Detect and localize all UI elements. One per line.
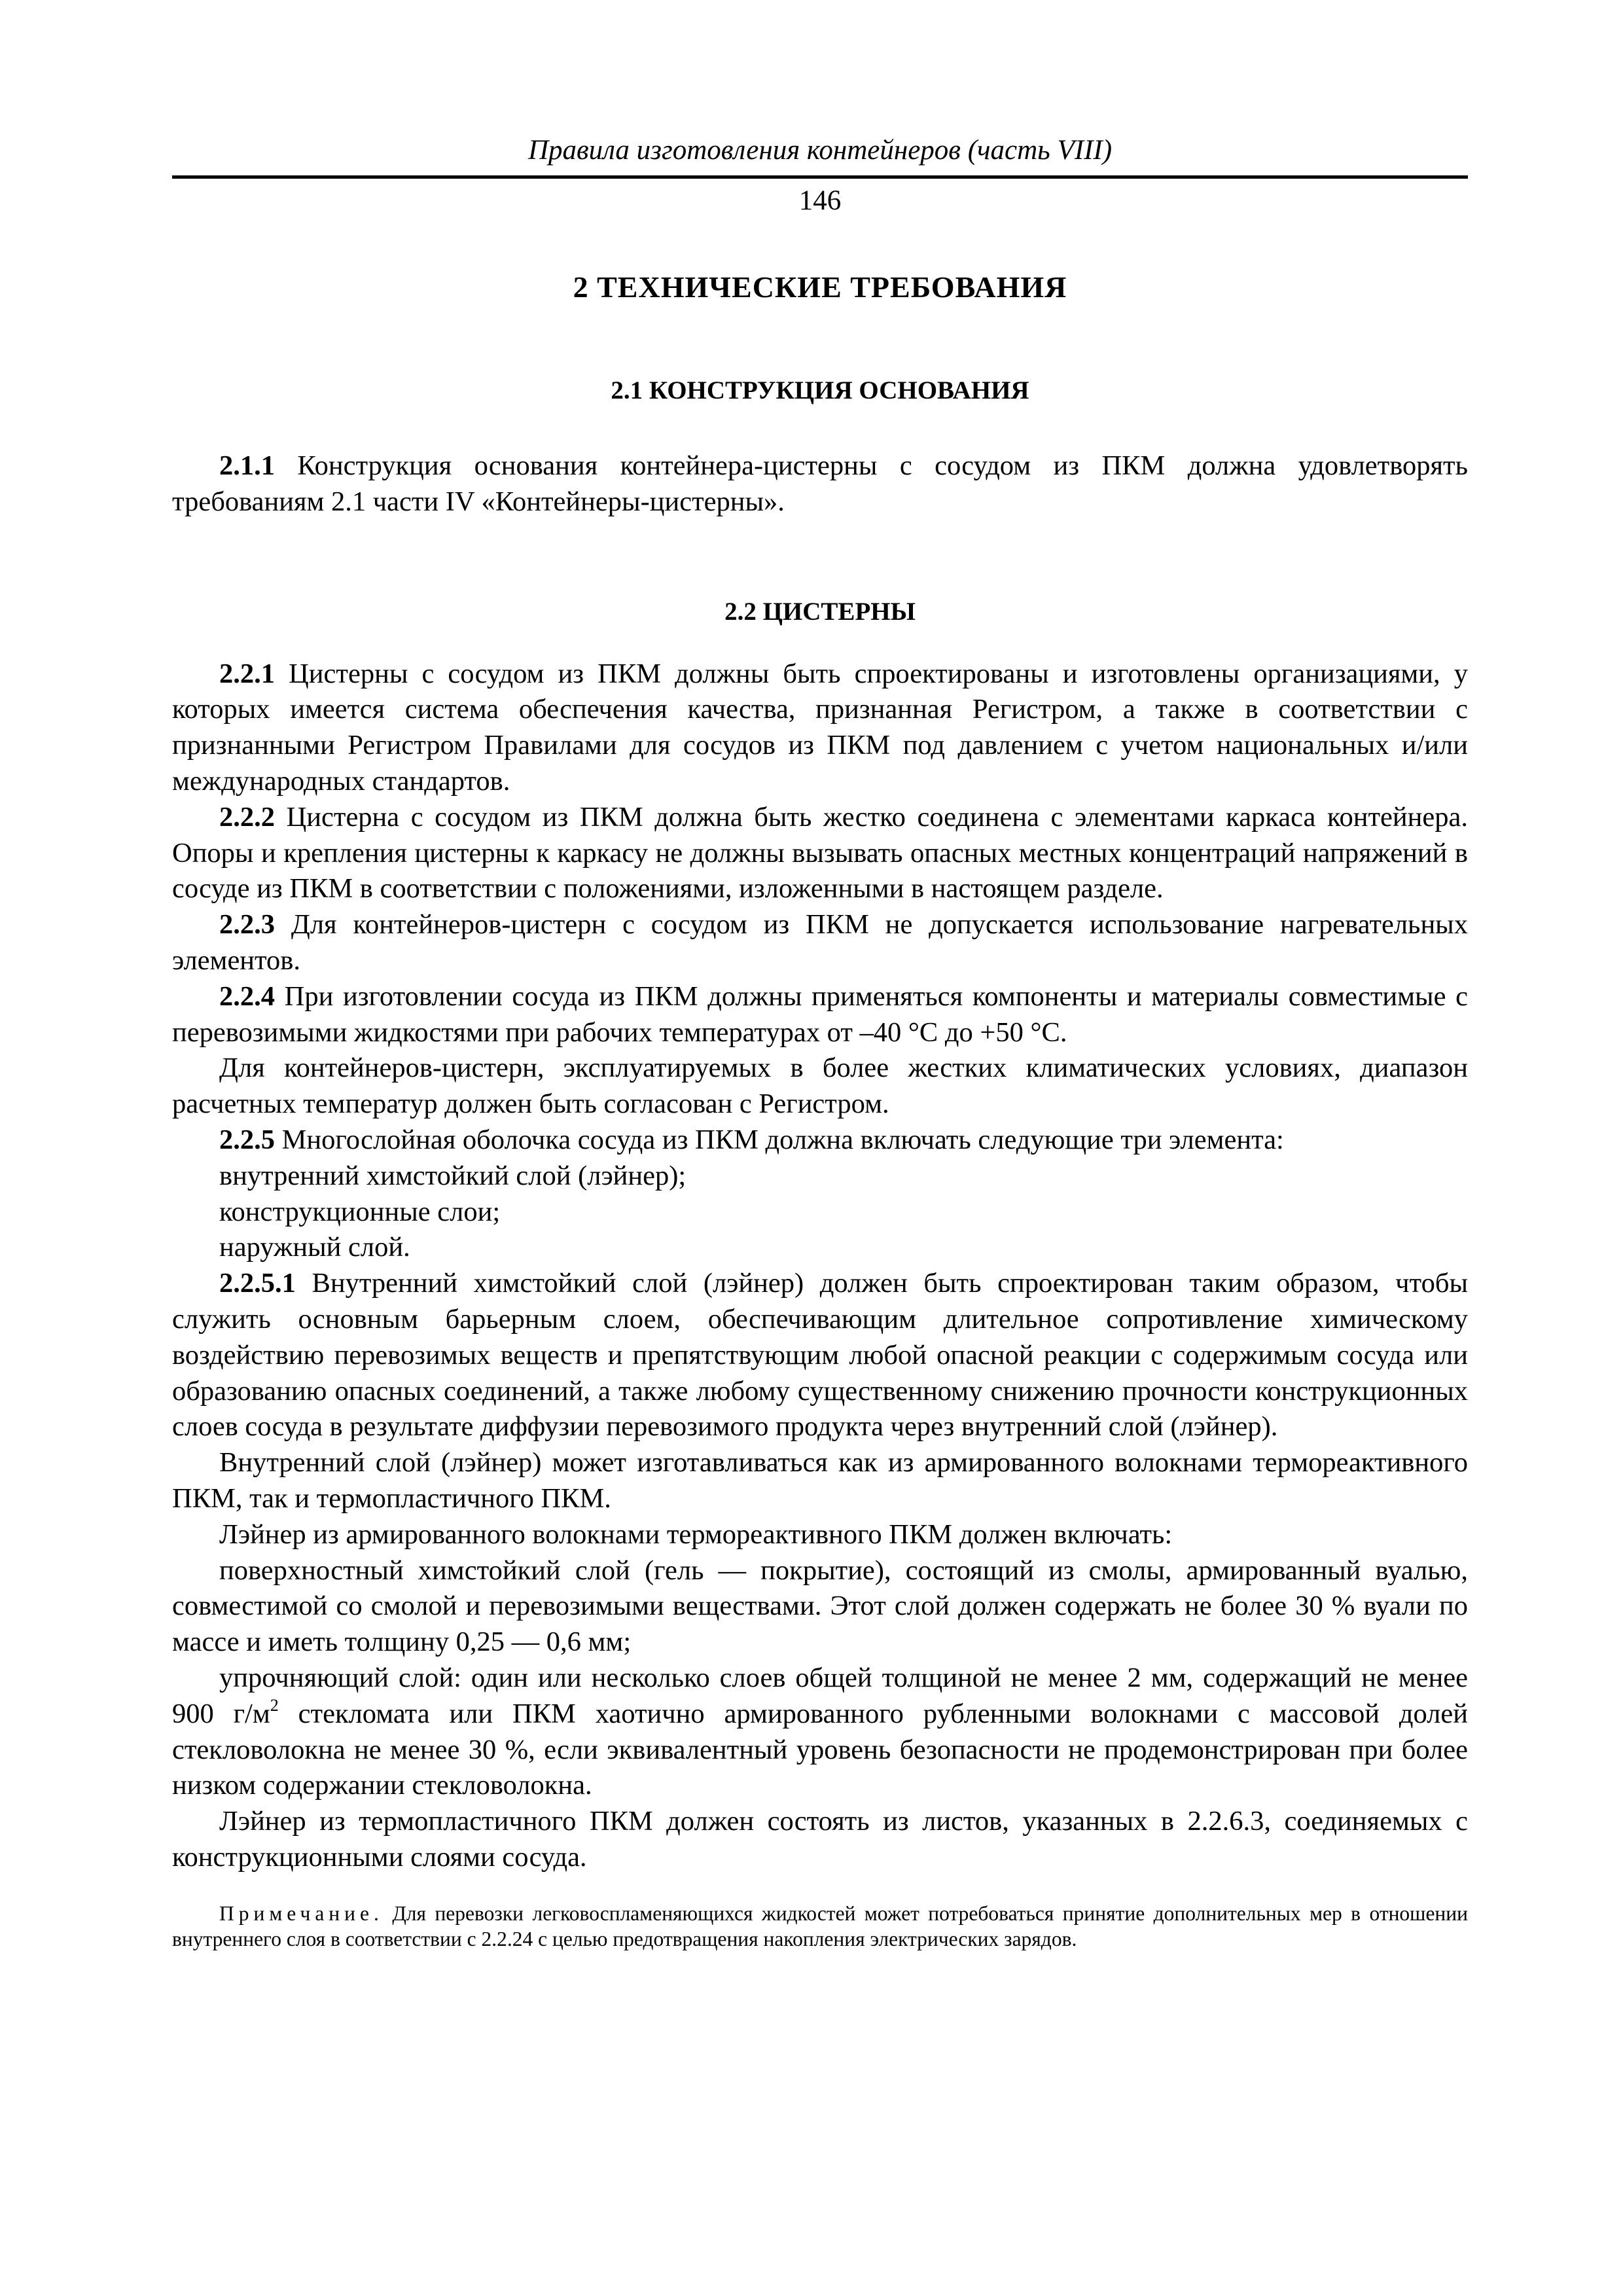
- clause-number: 2.2.5.1: [219, 1268, 296, 1299]
- paragraph-thermoplastic-liner: Лэйнер из термопластичного ПКМ должен состоять из листов, указанных в 2.2.6.3, соединяемых с конструкционными слоями сосуда.: [172, 1806, 1468, 1873]
- paragraph-surface-layer: поверхностный химстойкий слой (гель — покрытие), состоящий из смолы, армированный вуалью, совместимой со смолой и перевозимыми веществами. Этот слой должен содержать не более 30 % вуали по массе и иметь толщину 0,25 — 0,6 мм;: [172, 1554, 1468, 1658]
- paragraph-text: Цистерны с сосудом из ПКМ должны быть спроектированы и изготовлены организациями, у которых имеется система обеспечения качества, признанная Регистром, а также в соответствии с признанными Регистром Правилами для сосудов из ПКМ под давлением с учетом национальных и/или международных стандартов.: [172, 658, 1468, 797]
- paragraph-2-2-3: [172, 907, 1468, 979]
- list-item-structural-layers: конструкционные слои;: [219, 1196, 501, 1227]
- document-page: [172, 131, 1468, 1952]
- superscript: 2: [270, 1695, 279, 1715]
- paragraph-2-2-4-continued: Для контейнеров-цистерн, эксплуатируемых в более жестких климатических условиях, диапазон расчетных температур должен быть согласован с Регистром.: [172, 1052, 1468, 1120]
- paragraph-2-2-5-1: [172, 1266, 1468, 1445]
- paragraph-reinforcing-layer: [172, 1660, 1468, 1804]
- running-header: Правила изготовления контейнеров (часть VIII): [172, 131, 1468, 179]
- paragraph-text: упрочняющий слой: один или несколько слоев общей толщиной не менее 2 мм, содержащий не менее 900 г/м: [172, 1662, 1468, 1729]
- paragraph-text: Конструкция основания контейнера-цистерны с сосудом из ПКМ должна удовлетворять требованиям 2.1 части IV «Контейнеры-цистерны».: [172, 450, 1468, 517]
- clause-number: 2.2.3: [219, 909, 275, 941]
- paragraph-liner-composition: Лэйнер из армированного волокнами термореактивного ПКМ должен включать:: [219, 1518, 1173, 1550]
- clause-number: 2.2.5: [219, 1124, 275, 1155]
- paragraph-text: стекломата или ПКМ хаотично армированного рубленными волокнами с массовой долей стекловолокна не менее 30 %, если эквивалентный уровень безопасности не продемонстрирован при более низком содержании стекловолокна.: [172, 1698, 1468, 1801]
- paragraph-liner-materials: Внутренний слой (лэйнер) может изготавливаться как из армированного волокнами термореактивного ПКМ, так и термопластичного ПКМ.: [172, 1447, 1468, 1514]
- paragraph-2-2-5: [172, 1122, 1468, 1158]
- paragraph-text: Цистерна с сосудом из ПКМ должна быть жестко соединена с элементами каркаса контейнера. Опоры и крепления цистерны к каркасу не должны вызывать опасных местных концентраций напряжений в сосуде из ПКМ в соответствии с положениями, изложенными в настоящем разделе.: [172, 801, 1468, 905]
- note-text: Для перевозки легковоспламеняющихся жидкостей может потребоваться принятие дополнительных мер в отношении внутреннего слоя в соответствии с 2.2.24 с целью предотвращения накопления электрических зарядов.: [172, 1901, 1468, 1950]
- paragraph-text: При изготовлении сосуда из ПКМ должны применяться компоненты и материалы совместимые с перевозимыми жидкостями при рабочих температурах от –40 °С до +50 °С.: [172, 980, 1468, 1048]
- clause-number: 2.2.1: [219, 658, 275, 689]
- paragraph-text: Многослойная оболочка сосуда из ПКМ должна включать следующие три элемента:: [275, 1124, 1284, 1155]
- list-item-outer-layer: наружный слой.: [219, 1232, 410, 1263]
- clause-number: 2.1.1: [219, 450, 275, 481]
- clause-number: 2.2.4: [219, 980, 275, 1012]
- paragraph-text: Для контейнеров-цистерн с сосудом из ПКМ не допускается использование нагревательных элементов.: [172, 909, 1468, 976]
- note: [172, 1901, 1468, 1952]
- note-label: Примечание.: [219, 1901, 383, 1925]
- paragraph-2-2-1: [172, 656, 1468, 800]
- clause-number: 2.2.2: [219, 801, 275, 833]
- list-item-liner: внутренний химстойкий слой (лэйнер);: [219, 1160, 687, 1191]
- section-title-2-1: 2.1 КОНСТРУКЦИЯ ОСНОВАНИЯ: [611, 376, 1029, 404]
- paragraph-2-2-4: [172, 979, 1468, 1051]
- paragraph-2-1-1: [172, 448, 1468, 520]
- paragraph-text: Внутренний химстойкий слой (лэйнер) должен быть спроектирован таким образом, чтобы служить основным барьерным слоем, обеспечивающим длительное сопротивление химическому воздействию перевозимых веществ и препятствующим любой опасной реакции с содержимым сосуда или образованию опасных соединений, а также любому существенному снижению прочности конструкционных слоев сосуда в результате диффузии перевозимого продукта через внутренний слой (лэйнер).: [172, 1268, 1468, 1443]
- chapter-title: 2 ТЕХНИЧЕСКИЕ ТРЕБОВАНИЯ: [573, 270, 1067, 304]
- paragraph-2-2-2: [172, 800, 1468, 907]
- page-number: 146: [798, 185, 842, 216]
- section-title-2-2: 2.2 ЦИСТЕРНЫ: [724, 597, 916, 626]
